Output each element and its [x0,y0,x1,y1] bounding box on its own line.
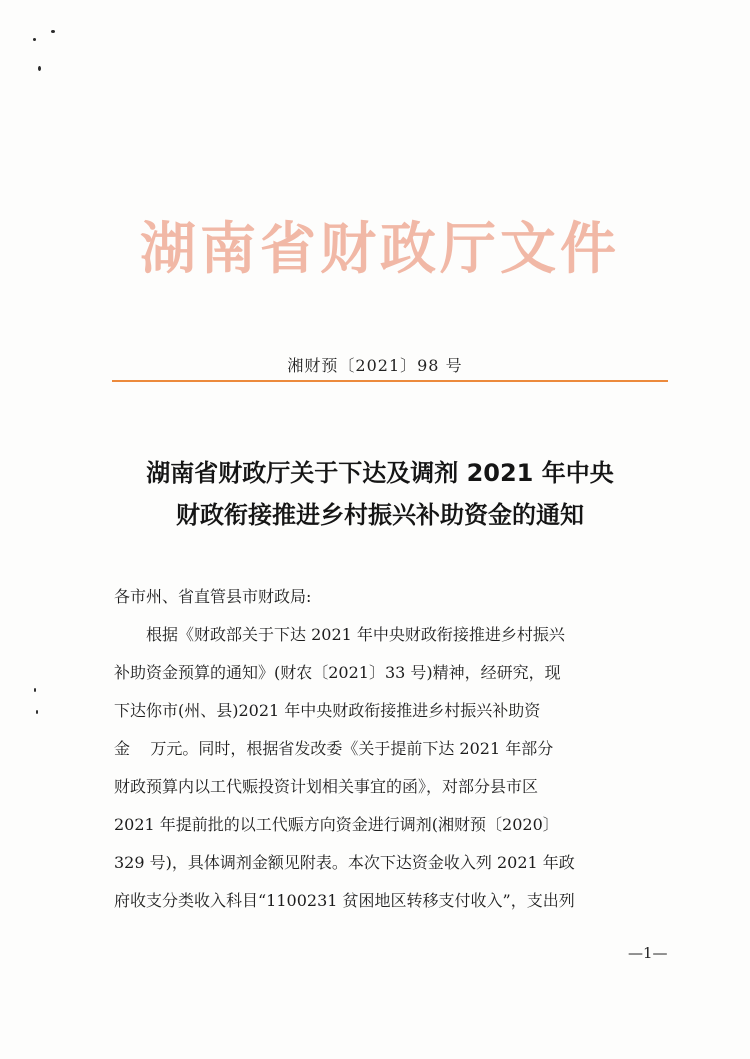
notice-title [100,452,660,536]
scan-speck [33,38,36,41]
body-text [114,578,674,920]
salutation: 各市州、省直管县市财政局: [114,587,312,606]
paragraph-line: 府收支分类收入科目“1100231 贫困地区转移支付收入”，支出列 [114,891,575,910]
paragraph-line: 下达你市(州、县)2021 年中央财政衔接推进乡村振兴补助资 [114,701,541,720]
scan-speck [36,710,38,714]
notice-title-line: 湖南省财政厅关于下达及调剂 2021 年中央 [146,459,614,487]
paragraph-line: 补助资金预算的通知》(财农〔2021〕33 号)精神，经研究，现 [114,663,561,682]
paragraph-line: 财政预算内以工代赈投资计划相关事宜的函》，对部分县市区 [114,777,539,796]
paragraph-line: 329 号)，具体调剂金额见附表。本次下达资金收入列 2021 年政 [114,853,575,872]
issuer-title: 湖南省财政厅文件 [140,217,620,282]
scan-speck [34,688,36,692]
scan-speck [51,30,55,33]
header-divider [112,380,668,382]
paragraph-line: 根据《财政部关于下达 2021 年中央财政衔接推进乡村振兴 [146,625,565,644]
paragraph-line: 2021 年提前批的以工代赈方向资金进行调剂(湘财预〔2020〕 [114,815,559,834]
notice-title-line: 财政衔接推进乡村振兴补助资金的通知 [176,501,584,529]
paragraph-line: 金 万元。同时，根据省发改委《关于提前下达 2021 年部分 [114,739,554,758]
document-number: 湘财预〔2021〕98 号 [287,356,463,375]
page-number: —1— [628,944,668,962]
scan-speck [38,66,41,71]
